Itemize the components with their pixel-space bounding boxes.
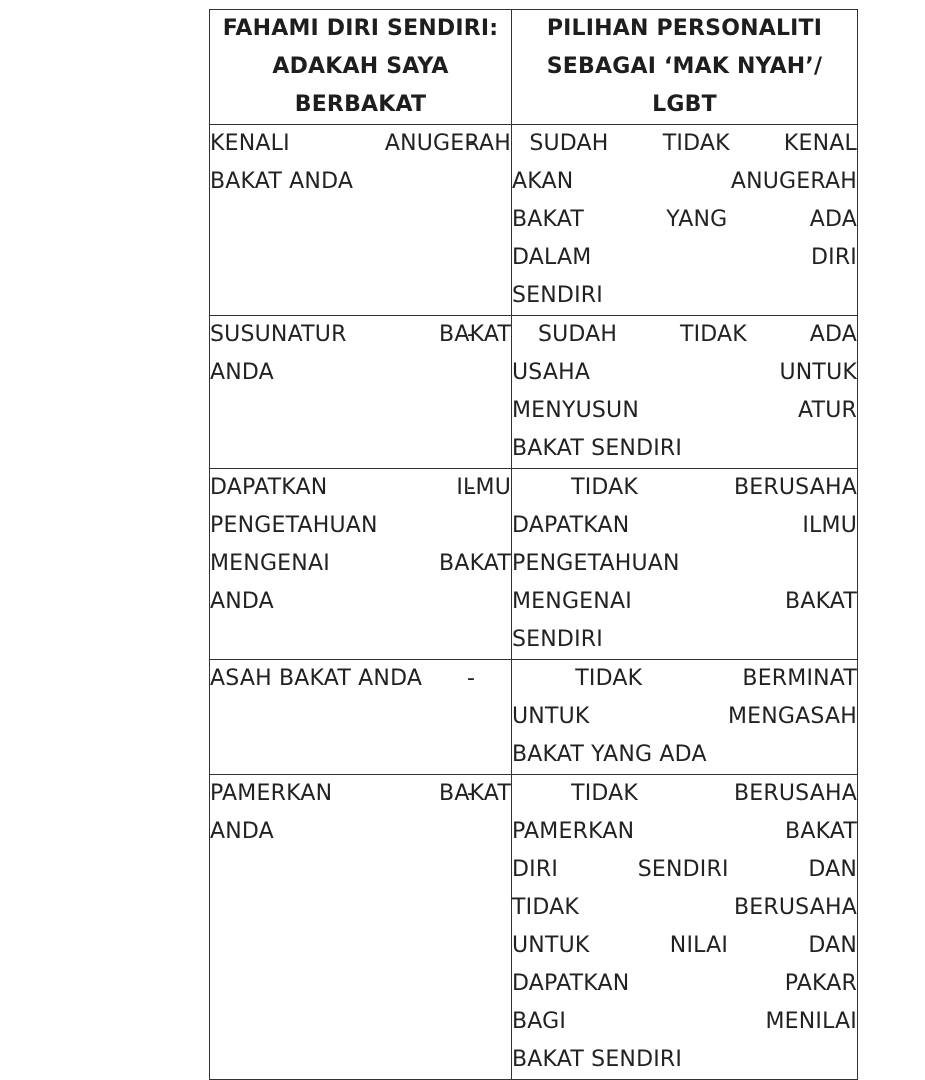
- header-cell-self-understanding: [210, 10, 512, 125]
- table-row: [210, 775, 858, 1080]
- table-row: [210, 469, 858, 660]
- header-line: BERBAKAT: [294, 92, 427, 117]
- cell-line: - TIDAK BERMINAT: [467, 666, 857, 691]
- cell-line: ASAH BAKAT ANDA: [210, 666, 423, 691]
- header-line: SEBAGAI ‘MAK NYAH’/: [546, 54, 823, 79]
- content-table: [209, 9, 858, 1080]
- cell-personality-effect: [467, 469, 858, 660]
- cell-talent-step: [210, 775, 512, 1080]
- cell-line: PAMERKAN BAKAT: [512, 819, 857, 844]
- header-row: [210, 10, 858, 125]
- header-line: FAHAMI DIRI SENDIRI:: [222, 16, 499, 41]
- cell-line: SUSUNATUR BAKAT: [210, 322, 511, 347]
- cell-line: UNTUK NILAI DAN: [512, 933, 857, 958]
- cell-line: MENGENAI BAKAT: [512, 589, 857, 614]
- cell-line: BAGI MENILAI: [512, 1009, 857, 1034]
- cell-line: BAKAT ANDA: [210, 169, 354, 194]
- cell-line: BAKAT YANG ADA: [512, 207, 857, 232]
- table-row: [210, 660, 858, 775]
- cell-line: DAPATKAN PAKAR: [512, 971, 857, 996]
- cell-line: USAHA UNTUK: [512, 360, 857, 385]
- cell-line: PENGETAHUAN: [512, 551, 680, 576]
- cell-line: BAKAT YANG ADA: [512, 742, 707, 767]
- table-row: [210, 125, 858, 316]
- cell-line: - TIDAK BERUSAHA: [467, 781, 857, 806]
- cell-line: SENDIRI: [512, 283, 603, 308]
- cell-line: BAKAT SENDIRI: [512, 436, 683, 461]
- cell-line: - SUDAH TIDAK KENAL: [467, 131, 857, 156]
- cell-line: PAMERKAN BAKAT: [210, 781, 511, 806]
- header-line: LGBT: [652, 92, 717, 117]
- cell-line: SENDIRI: [512, 627, 603, 652]
- cell-line: DALAM DIRI: [512, 245, 857, 270]
- cell-line: UNTUK MENGASAH: [512, 704, 857, 729]
- header-line: PILIHAN PERSONALITI: [546, 16, 823, 41]
- cell-line: DAPATKAN ILMU: [512, 513, 857, 538]
- cell-line: - SUDAH TIDAK ADA: [467, 322, 857, 347]
- header-cell-personality-choice: [512, 10, 858, 125]
- cell-line: MENGENAI BAKAT: [210, 551, 511, 576]
- cell-personality-effect: [467, 316, 858, 469]
- cell-personality-effect: [467, 775, 858, 1080]
- cell-line: TIDAK BERUSAHA: [512, 895, 857, 920]
- cell-line: - TIDAK BERUSAHA: [467, 475, 857, 500]
- cell-line: ANDA: [210, 819, 274, 844]
- cell-line: ANDA: [210, 589, 274, 614]
- cell-personality-effect: [467, 660, 858, 775]
- cell-personality-effect: [467, 125, 858, 316]
- cell-line: KENALI ANUGERAH: [210, 131, 511, 156]
- table-row: [210, 316, 858, 469]
- cell-line: ANDA: [210, 360, 274, 385]
- cell-line: DIRI SENDIRI DAN: [512, 857, 857, 882]
- cell-line: MENYUSUN ATUR: [512, 398, 857, 423]
- cell-line: BAKAT SENDIRI: [512, 1047, 683, 1072]
- header-line: ADAKAH SAYA: [272, 54, 449, 79]
- cell-line: DAPATKAN ILMU: [210, 475, 511, 500]
- cell-line: AKAN ANUGERAH: [512, 169, 857, 194]
- cell-line: PENGETAHUAN: [210, 513, 378, 538]
